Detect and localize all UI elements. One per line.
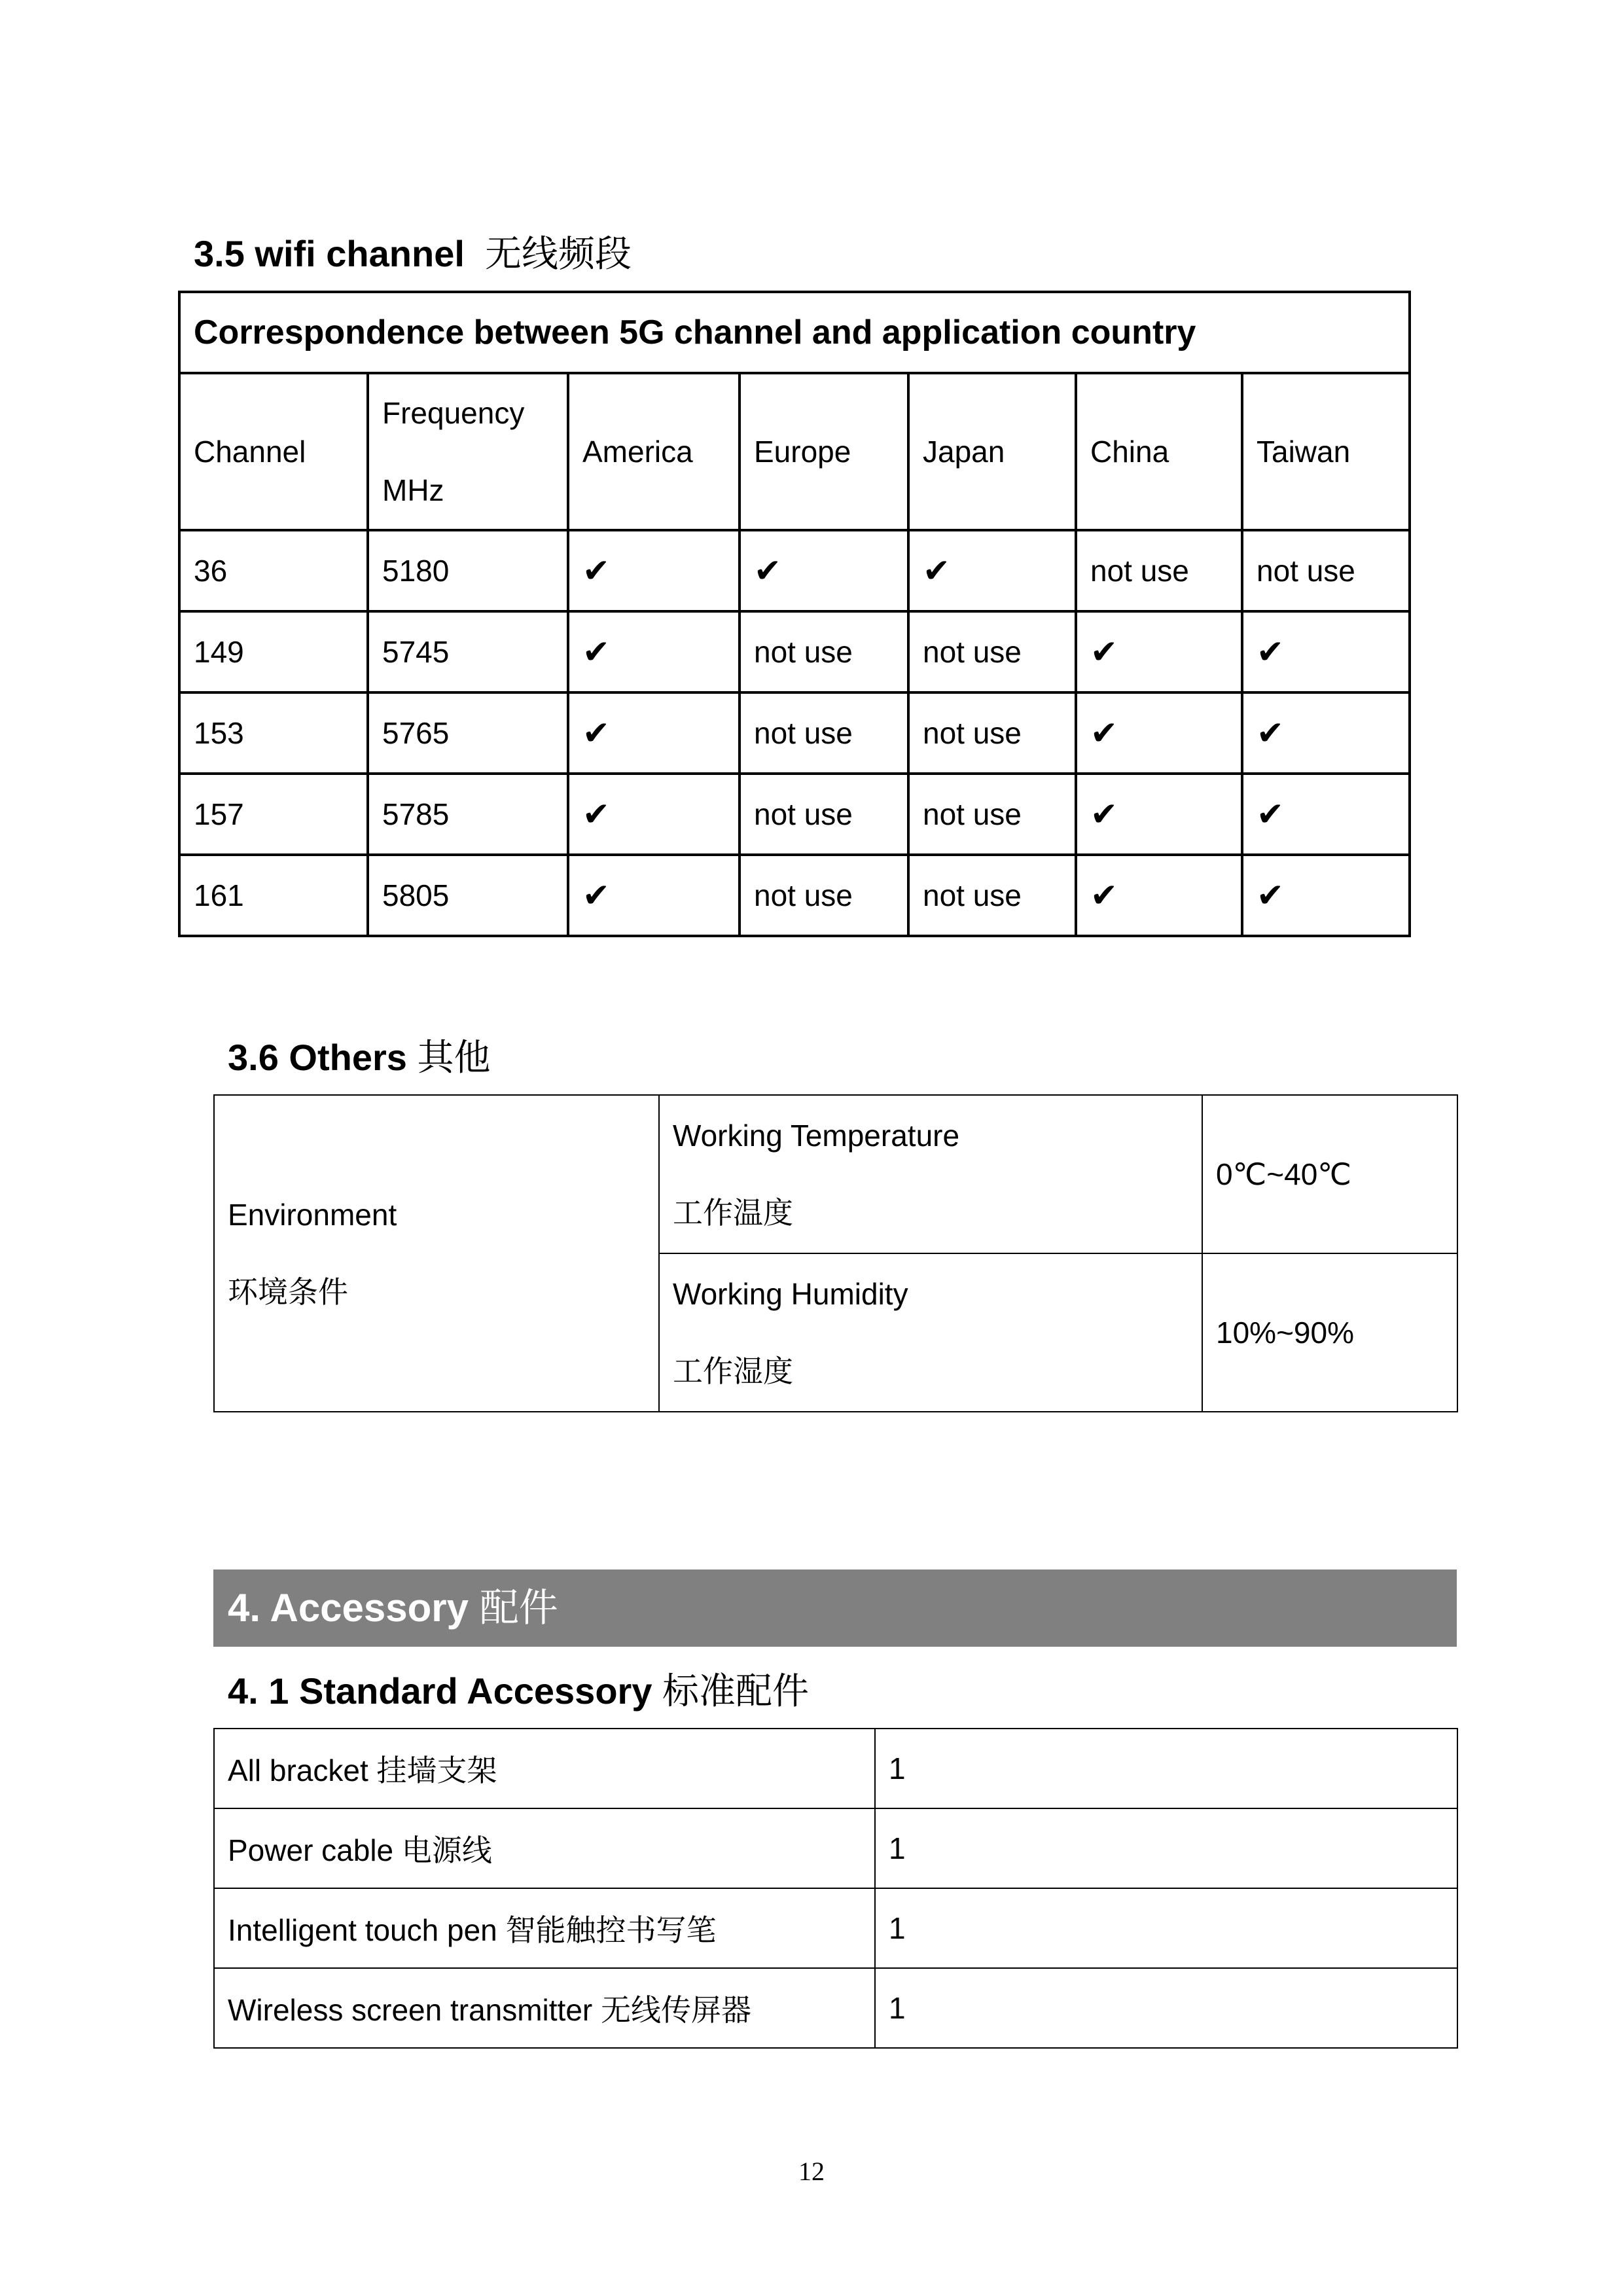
table-row xyxy=(179,692,1410,774)
page-number: 12 xyxy=(798,2157,825,2186)
accessory-table xyxy=(213,1728,1458,2049)
section-3-5-heading xyxy=(194,230,632,278)
cell-japan: not use xyxy=(908,611,1076,692)
table-header-row xyxy=(179,373,1410,530)
header-europe: Europe xyxy=(740,373,908,530)
header-frequency xyxy=(368,373,568,530)
environment-label: Environment xyxy=(228,1198,397,1232)
humidity-label-cell xyxy=(659,1253,1202,1412)
cell-europe: not use xyxy=(740,611,908,692)
header-america: America xyxy=(568,373,740,530)
cell-china: ✔ xyxy=(1076,855,1242,936)
accessory-qty: 1 xyxy=(875,1968,1457,2048)
temperature-label-cell xyxy=(659,1095,1202,1253)
accessory-row xyxy=(214,1808,1457,1888)
cell-channel: 161 xyxy=(179,855,368,936)
cell-frequency: 5805 xyxy=(368,855,568,936)
cell-europe: not use xyxy=(740,692,908,774)
cell-japan: not use xyxy=(908,692,1076,774)
cell-taiwan: ✔ xyxy=(1242,855,1410,936)
header-china: China xyxy=(1076,373,1242,530)
cell-channel: 153 xyxy=(179,692,368,774)
table-row xyxy=(179,774,1410,855)
cell-china: ✔ xyxy=(1076,774,1242,855)
environment-cell xyxy=(214,1095,659,1412)
cell-japan: not use xyxy=(908,774,1076,855)
cell-frequency: 5180 xyxy=(368,530,568,611)
section-title: 4. 1 Standard Accessory xyxy=(228,1670,652,1712)
temperature-label: Working Temperature xyxy=(673,1119,960,1153)
cell-china: ✔ xyxy=(1076,692,1242,774)
temperature-label-cn: 工作温度 xyxy=(673,1196,793,1230)
others-table xyxy=(213,1094,1458,1412)
section-4-1-heading xyxy=(228,1668,809,1715)
temperature-value: 0℃~40℃ xyxy=(1202,1095,1457,1253)
cell-taiwan: not use xyxy=(1242,530,1410,611)
section-title-cn: 其他 xyxy=(417,1037,491,1078)
channel-table xyxy=(178,291,1411,937)
cell-america: ✔ xyxy=(568,855,740,936)
accessory-row xyxy=(214,1968,1457,2048)
cell-europe: not use xyxy=(740,774,908,855)
accessory-qty: 1 xyxy=(875,1729,1457,1808)
cell-america: ✔ xyxy=(568,692,740,774)
section-4-heading-band xyxy=(213,1570,1457,1647)
accessory-qty: 1 xyxy=(875,1808,1457,1888)
humidity-value: 10%~90% xyxy=(1202,1253,1457,1412)
accessory-item: Intelligent touch pen 智能触控书写笔 xyxy=(214,1888,875,1968)
accessory-item: Power cable 电源线 xyxy=(214,1808,875,1888)
section-title: 3.5 wifi channel xyxy=(194,233,465,274)
section-3-6-heading xyxy=(228,1034,490,1081)
section-title-cn: 配件 xyxy=(479,1586,558,1630)
accessory-qty: 1 xyxy=(875,1888,1457,1968)
header-channel: Channel xyxy=(179,373,368,530)
cell-channel: 36 xyxy=(179,530,368,611)
cell-europe: not use xyxy=(740,855,908,936)
table-row xyxy=(179,611,1410,692)
cell-china: ✔ xyxy=(1076,611,1242,692)
accessory-row xyxy=(214,1888,1457,1968)
accessory-row xyxy=(214,1729,1457,1808)
cell-taiwan: ✔ xyxy=(1242,692,1410,774)
cell-frequency: 5765 xyxy=(368,692,568,774)
cell-europe: ✔ xyxy=(740,530,908,611)
header-frequency-label: Frequency xyxy=(382,396,525,430)
cell-frequency: 5745 xyxy=(368,611,568,692)
header-taiwan: Taiwan xyxy=(1242,373,1410,530)
environment-label-cn: 环境条件 xyxy=(228,1275,348,1309)
accessory-item: Wireless screen transmitter 无线传屏器 xyxy=(214,1968,875,2048)
cell-taiwan: ✔ xyxy=(1242,774,1410,855)
cell-america: ✔ xyxy=(568,611,740,692)
section-title-cn: 无线频段 xyxy=(485,233,632,274)
table-row xyxy=(179,530,1410,611)
table-caption: Correspondence between 5G channel and application country xyxy=(179,292,1410,373)
cell-channel: 149 xyxy=(179,611,368,692)
accessory-item: All bracket 挂墙支架 xyxy=(214,1729,875,1808)
header-frequency-unit: MHz xyxy=(382,473,444,507)
cell-america: ✔ xyxy=(568,774,740,855)
section-title: 3.6 Others xyxy=(228,1037,407,1078)
section-title-cn: 标准配件 xyxy=(662,1670,810,1712)
humidity-label-cn: 工作湿度 xyxy=(673,1354,793,1388)
table-row xyxy=(179,855,1410,936)
header-japan: Japan xyxy=(908,373,1076,530)
cell-america: ✔ xyxy=(568,530,740,611)
cell-china: not use xyxy=(1076,530,1242,611)
cell-taiwan: ✔ xyxy=(1242,611,1410,692)
section-title: 4. Accessory xyxy=(228,1586,469,1630)
cell-frequency: 5785 xyxy=(368,774,568,855)
cell-japan: ✔ xyxy=(908,530,1076,611)
cell-japan: not use xyxy=(908,855,1076,936)
cell-channel: 157 xyxy=(179,774,368,855)
humidity-label: Working Humidity xyxy=(673,1277,908,1311)
